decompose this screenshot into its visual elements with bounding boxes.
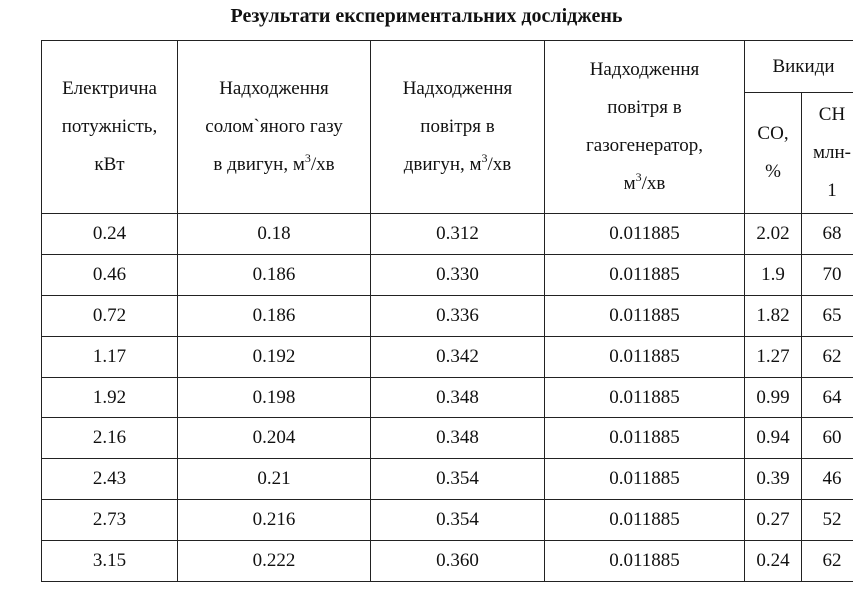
cell-ch: 70	[802, 254, 853, 295]
cell-air-engine: 0.330	[371, 254, 545, 295]
cell-air-gasgen: 0.011885	[545, 418, 745, 459]
cell-ch: 62	[802, 336, 853, 377]
cell-ch: 64	[802, 377, 853, 418]
cell-power: 2.73	[42, 500, 178, 541]
cell-air-engine: 0.336	[371, 295, 545, 336]
cell-air-gasgen: 0.011885	[545, 459, 745, 500]
header-emissions: Викиди	[745, 41, 853, 93]
cell-co: 0.27	[745, 500, 802, 541]
cell-straw-gas: 0.21	[178, 459, 371, 500]
table-row	[42, 214, 853, 255]
cell-air-gasgen: 0.011885	[545, 377, 745, 418]
header-co: CO, %	[745, 93, 802, 214]
cell-power: 3.15	[42, 541, 178, 582]
table-row	[42, 418, 853, 459]
cell-air-gasgen: 0.011885	[545, 295, 745, 336]
cell-co: 0.24	[745, 541, 802, 582]
cell-ch: 65	[802, 295, 853, 336]
cell-co: 1.27	[745, 336, 802, 377]
table-row	[42, 254, 853, 295]
cell-straw-gas: 0.18	[178, 214, 371, 255]
cell-air-engine: 0.354	[371, 500, 545, 541]
table-row	[42, 336, 853, 377]
cell-air-engine: 0.348	[371, 377, 545, 418]
cell-straw-gas: 0.204	[178, 418, 371, 459]
cell-power: 2.16	[42, 418, 178, 459]
cell-air-engine: 0.348	[371, 418, 545, 459]
cell-air-gasgen: 0.011885	[545, 541, 745, 582]
header-ch: CH млн- 1	[802, 93, 853, 214]
table-row	[42, 541, 853, 582]
cell-ch: 68	[802, 214, 853, 255]
cell-power: 1.17	[42, 336, 178, 377]
results-table	[41, 40, 853, 582]
table-row	[42, 459, 853, 500]
cell-co: 0.39	[745, 459, 802, 500]
header-air-gasgen: Надходження повітря в газогенератор, $м^3/хв$	[545, 41, 745, 214]
cell-power: 0.72	[42, 295, 178, 336]
cell-air-engine: 0.312	[371, 214, 545, 255]
cell-co: 0.94	[745, 418, 802, 459]
cell-air-gasgen: 0.011885	[545, 500, 745, 541]
cell-air-engine: 0.360	[371, 541, 545, 582]
cell-air-engine: 0.342	[371, 336, 545, 377]
cell-straw-gas: 0.216	[178, 500, 371, 541]
cell-straw-gas: 0.198	[178, 377, 371, 418]
cell-co: 1.9	[745, 254, 802, 295]
cell-power: 0.24	[42, 214, 178, 255]
table-title: Результати експериментальних досліджень	[230, 5, 623, 27]
cell-co: 0.99	[745, 377, 802, 418]
cell-straw-gas: 0.186	[178, 295, 371, 336]
cell-ch: 62	[802, 541, 853, 582]
cell-power: 2.43	[42, 459, 178, 500]
header-power: Електрична потужність, кВт	[42, 41, 178, 214]
cell-co: 1.82	[745, 295, 802, 336]
cell-power: 0.46	[42, 254, 178, 295]
cell-air-gasgen: 0.011885	[545, 254, 745, 295]
table-row	[42, 500, 853, 541]
cell-ch: 46	[802, 459, 853, 500]
cell-straw-gas: 0.192	[178, 336, 371, 377]
cell-power: 1.92	[42, 377, 178, 418]
table-row	[42, 295, 853, 336]
header-straw-gas: Надходження солом`яного газу в двигун, $м^3/хв$	[178, 41, 371, 214]
cell-ch: 52	[802, 500, 853, 541]
header-air-engine: Надходження повітря в двигун, $м^3/хв$	[371, 41, 545, 214]
cell-co: 2.02	[745, 214, 802, 255]
table-row	[42, 377, 853, 418]
cell-straw-gas: 0.222	[178, 541, 371, 582]
cell-air-gasgen: 0.011885	[545, 214, 745, 255]
cell-air-engine: 0.354	[371, 459, 545, 500]
cell-ch: 60	[802, 418, 853, 459]
cell-straw-gas: 0.186	[178, 254, 371, 295]
cell-air-gasgen: 0.011885	[545, 336, 745, 377]
